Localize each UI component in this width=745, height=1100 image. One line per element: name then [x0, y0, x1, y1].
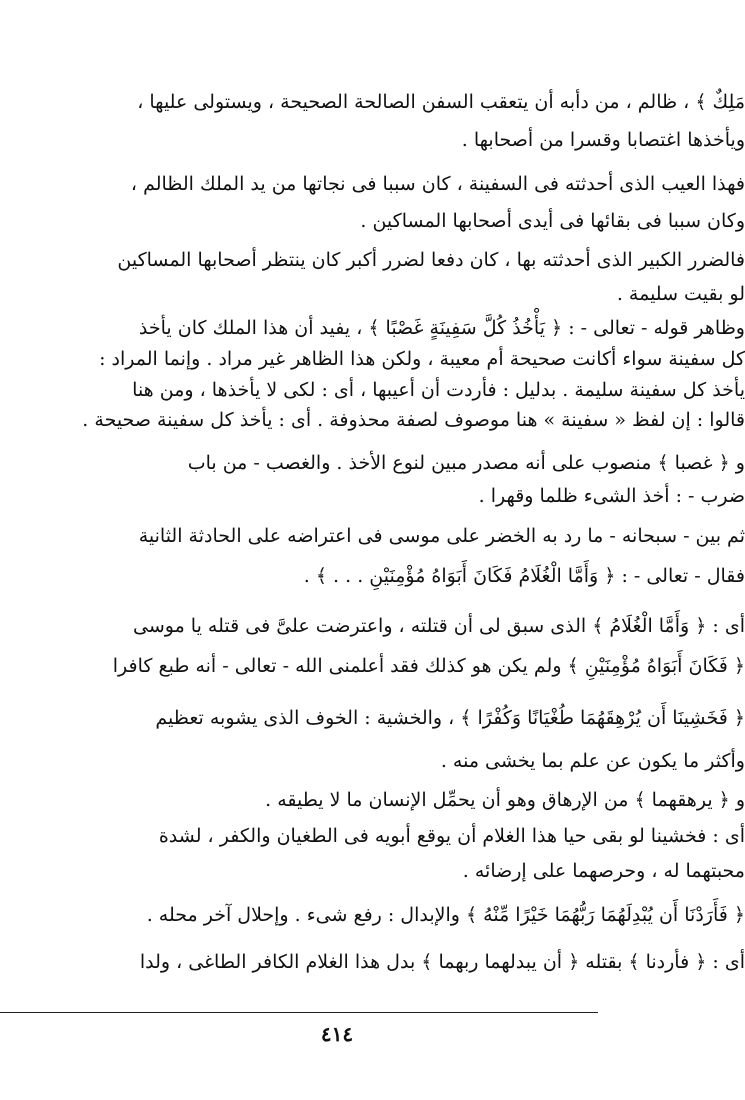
text-line: فهذا العيب الذى أحدثته فى السفينة ، كان سببا فى نجاتها من يد الملك الظالم ،: [130, 173, 745, 195]
text-line: و ﴿ يرهقهما ﴾ من الإرهاق وهو أن يحمِّل الإنسان ما لا يطيقه .: [265, 789, 745, 811]
text-line: و ﴿ غصبا ﴾ منصوب على أنه مصدر مبين لنوع الأخذ . والغصب - من باب: [187, 452, 745, 474]
page-number: ٤١٤: [320, 1022, 354, 1046]
text-line: ثم بين - سبحانه - ما رد به الخضر على موسى فى اعتراضه على الحادثة الثانية: [138, 525, 745, 547]
text-line: وأكثر ما يكون عن علم بما يخشى منه .: [440, 750, 745, 772]
text-line: لو بقيت سليمة .: [616, 283, 745, 305]
text-line: ﴿ فَكَانَ أَبَوَاهُ مُؤْمِنَيْنِ ﴾ ولم يكن هو كذلك فقد أعلمنى الله - تعالى - أنه طبع كافرا: [112, 655, 745, 677]
text-line: أى : فخشينا لو بقى حيا هذا الغلام أن يوقع أبويه فى الطغيان والكفر ، لشدة: [158, 825, 745, 847]
text-line: وظاهر قوله - تعالى - : ﴿ يَأْخُذُ كُلَّ سَفِينَةٍ غَصْبًا ﴾ ، يفيد أن هذا الملك كان يأخذ: [138, 317, 745, 339]
text-line: محبتهما له ، وحرصهما على إرضائه .: [462, 860, 745, 882]
text-line: ﴿ فَخَشِينَا أَن يُرْهِقَهُمَا طُغْيَانًا وَكُفْرًا ﴾ ، والخشية : الخوف الذى يشوبه تعظيم: [155, 707, 745, 729]
text-line: وكان سببا فى بقائها فى أيدى أصحابها المساكين .: [360, 210, 745, 232]
text-line: أى : ﴿ فأردنا ﴾ بقتله ﴿ أن يبدلهما ربهما ﴾ بدل هذا الغلام الكافر الطاغى ، ولدا: [139, 951, 745, 973]
footer-rule: [0, 1012, 598, 1013]
text-line: ضرب - : أخذ الشىء ظلما وقهرا .: [478, 485, 745, 507]
text-line: ويأخذها اغتصابا وقسرا من أصحابها .: [461, 129, 745, 151]
text-line: ﴿ فَأَرَدْنَا أَن يُبْدِلَهُمَا رَبُّهُمَا خَيْرًا مِّنْهُ ﴾ والإبدال : رفع شىء . وإحلال آخر محله .: [146, 904, 745, 926]
text-line: كل سفينة سواء أكانت صحيحة أم معيبة ، ولكن هذا الظاهر غير مراد . وإنما المراد :: [99, 348, 745, 370]
text-line: فالضرر الكبير الذى أحدثته بها ، كان دفعا لضرر أكبر كان ينتظر أصحابها المساكين: [117, 249, 745, 271]
text-line: قالوا : إن لفظ « سفينة » هنا موصوف لصفة محذوفة . أى : يأخذ كل سفينة صحيحة .: [82, 409, 745, 431]
text-line: فقال - تعالى - : ﴿ وَأَمَّا الْغُلَامُ فَكَانَ أَبَوَاهُ مُؤْمِنَيْنِ . . . ﴾ .: [303, 565, 745, 587]
text-line: أى : ﴿ وَأَمَّا الْغُلَامُ ﴾ الذى سبق لى أن قتلته ، واعترضت علىَّ فى قتله يا موسى: [133, 615, 745, 637]
text-line: مَلِكٌ ﴾ ، ظالم ، من دأبه أن يتعقب السفن الصالحة الصحيحة ، ويستولى عليها ،: [137, 91, 745, 113]
text-line: يأخذ كل سفينة سليمة . بدليل : فأردت أن أعيبها ، أى : لكى لا يأخذها ، ومن هنا: [132, 379, 745, 401]
